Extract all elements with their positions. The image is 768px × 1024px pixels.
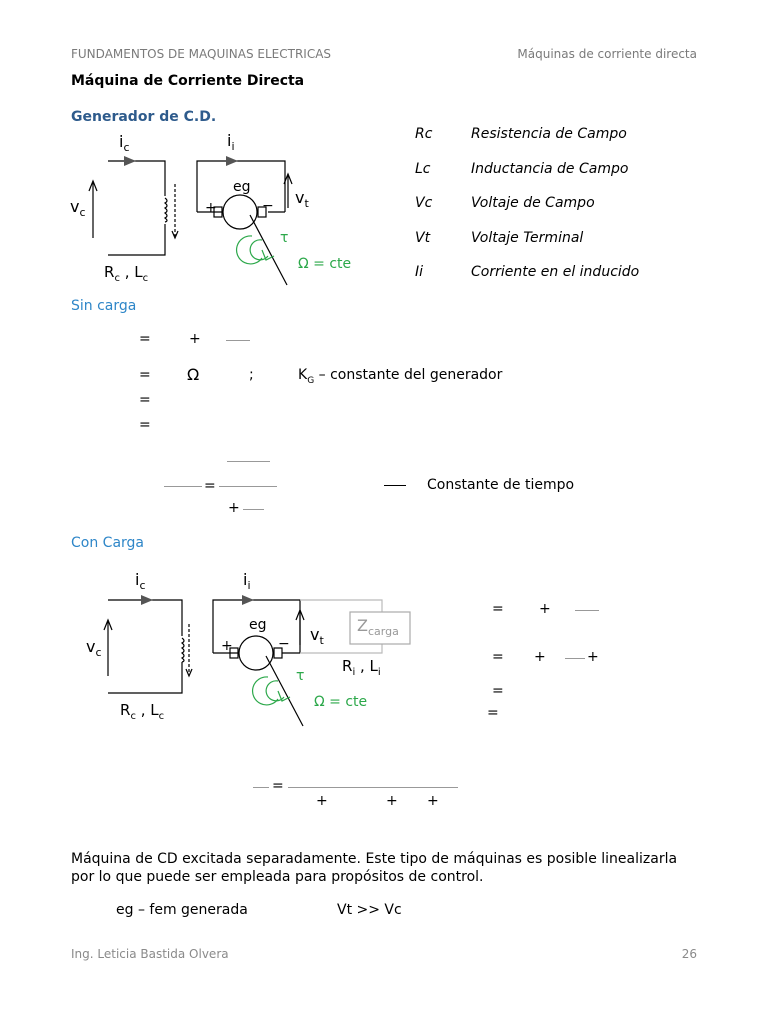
- sc-tf-plus: +: [228, 500, 240, 516]
- diagram2-eg-label: eg: [249, 617, 267, 633]
- legend-symbol-vc: Vc: [415, 195, 433, 211]
- diagram2-rc-lc: $R_c$ , $L_c$: [120, 701, 165, 722]
- cc-tf-left-bar: [253, 787, 269, 788]
- legend-symbol-rc: Rc: [415, 126, 433, 142]
- diagram2-ri-li: $R_i$ , $L_i$: [342, 657, 381, 678]
- cc-eq2-fraction-bar: [565, 658, 585, 659]
- sc-eq2-equals: =: [139, 367, 151, 383]
- sc-eq1-equals: =: [139, 331, 151, 347]
- page-number: 26: [681, 947, 697, 961]
- legend-text-vt: Voltaje Terminal: [471, 230, 584, 246]
- diagram1-rc-lc: $R_c$ , $L_c$: [104, 263, 149, 284]
- legend-text-rc: Resistencia de Campo: [471, 126, 627, 142]
- legend-symbol-ii: Ii: [415, 264, 424, 280]
- section-generator-heading: Generador de C.D.: [71, 109, 217, 125]
- diagram2-zcarga-label: $Z_{carga}$: [357, 616, 399, 639]
- diagram1-plus: +: [205, 200, 217, 216]
- sc-const-bar: [384, 485, 406, 486]
- header-right: Máquinas de corriente directa: [517, 47, 697, 61]
- diagram1-vt-label: $v_t$: [295, 188, 309, 211]
- diagram2-omega: Ω = cte: [314, 694, 368, 710]
- footer-author: Ing. Leticia Bastida Olvera: [71, 947, 229, 961]
- diagram2-ii-label: $i_i$: [243, 570, 251, 593]
- sc-eq2-semicolon: ;: [249, 367, 254, 383]
- sc-const-label: Constante de tiempo: [427, 477, 575, 493]
- sc-tf-numerator-bar: [227, 461, 270, 462]
- cc-eq2-plus2: +: [587, 649, 599, 665]
- sc-eq4-equals: =: [139, 417, 151, 433]
- legend-symbol-vt: Vt: [415, 230, 431, 246]
- sc-eq3-equals: =: [139, 392, 151, 408]
- cc-tf-plus2: +: [386, 793, 398, 809]
- diagram1-eg-label: eg: [233, 179, 251, 195]
- cc-tf-equals: =: [272, 778, 284, 794]
- note-eg: eg – fem generada: [116, 902, 248, 918]
- legend-symbol-lc: Lc: [415, 161, 431, 177]
- diagram2-vt-label: $v_t$: [310, 625, 324, 648]
- diagram1-ic-label: $i_c$: [119, 132, 130, 155]
- note-vt: Vt >> Vc: [337, 902, 402, 918]
- cc-eq1-fraction-bar: [575, 610, 599, 611]
- section-con-carga-heading: Con Carga: [71, 535, 144, 551]
- diagram1-tau: τ: [280, 230, 289, 246]
- cc-eq3-equals: =: [492, 683, 504, 699]
- diagram2-ic-label: $i_c$: [135, 570, 146, 593]
- sc-eq2-kg-note: $K_G$ – constante del generador: [298, 367, 503, 386]
- cc-eq2-equals: =: [492, 649, 504, 665]
- sc-eq1-fraction-bar: [226, 340, 250, 341]
- diagram2-minus: −: [278, 636, 290, 652]
- diagram1-omega: Ω = cte: [298, 256, 352, 272]
- sc-tf-equals: =: [204, 478, 216, 494]
- cc-eq2-plus1: +: [534, 649, 546, 665]
- diagram2-tau: τ: [296, 668, 305, 684]
- cc-tf-plus3: +: [427, 793, 439, 809]
- diagram2-vc-label: $v_c$: [86, 637, 102, 660]
- page-title: Máquina de Corriente Directa: [71, 73, 305, 89]
- cc-eq4-equals: =: [487, 705, 499, 721]
- header-left: FUNDAMENTOS DE MAQUINAS ELECTRICAS: [71, 47, 332, 61]
- legend-text-ii: Corriente en el inducido: [471, 264, 640, 280]
- cc-eq1-plus: +: [539, 601, 551, 617]
- cc-tf-main-bar: [288, 787, 458, 788]
- diagram1-minus: −: [262, 198, 274, 214]
- section-sin-carga-heading: Sin carga: [71, 298, 137, 314]
- sc-eq1-plus: +: [189, 331, 201, 347]
- diagram1-ii-label: $i_i$: [227, 131, 235, 154]
- legend-text-vc: Voltaje de Campo: [471, 195, 595, 211]
- sc-tf-main-bar: [219, 486, 277, 487]
- legend-text-lc: Inductancia de Campo: [471, 161, 629, 177]
- cc-tf-plus1: +: [316, 793, 328, 809]
- diagram2-plus: +: [221, 638, 233, 654]
- sc-tf-den-bar: [243, 509, 264, 510]
- cc-eq1-equals: =: [492, 601, 504, 617]
- sc-eq2-omega: Ω: [187, 365, 200, 384]
- diagram1-vc-label: $v_c$: [70, 197, 86, 220]
- sc-tf-left-bar: [164, 486, 202, 487]
- description-paragraph: Máquina de CD excitada separadamente. Este tipo de máquinas es posible linealizarla por lo que puede ser empleada para propósitos de control.: [71, 851, 678, 885]
